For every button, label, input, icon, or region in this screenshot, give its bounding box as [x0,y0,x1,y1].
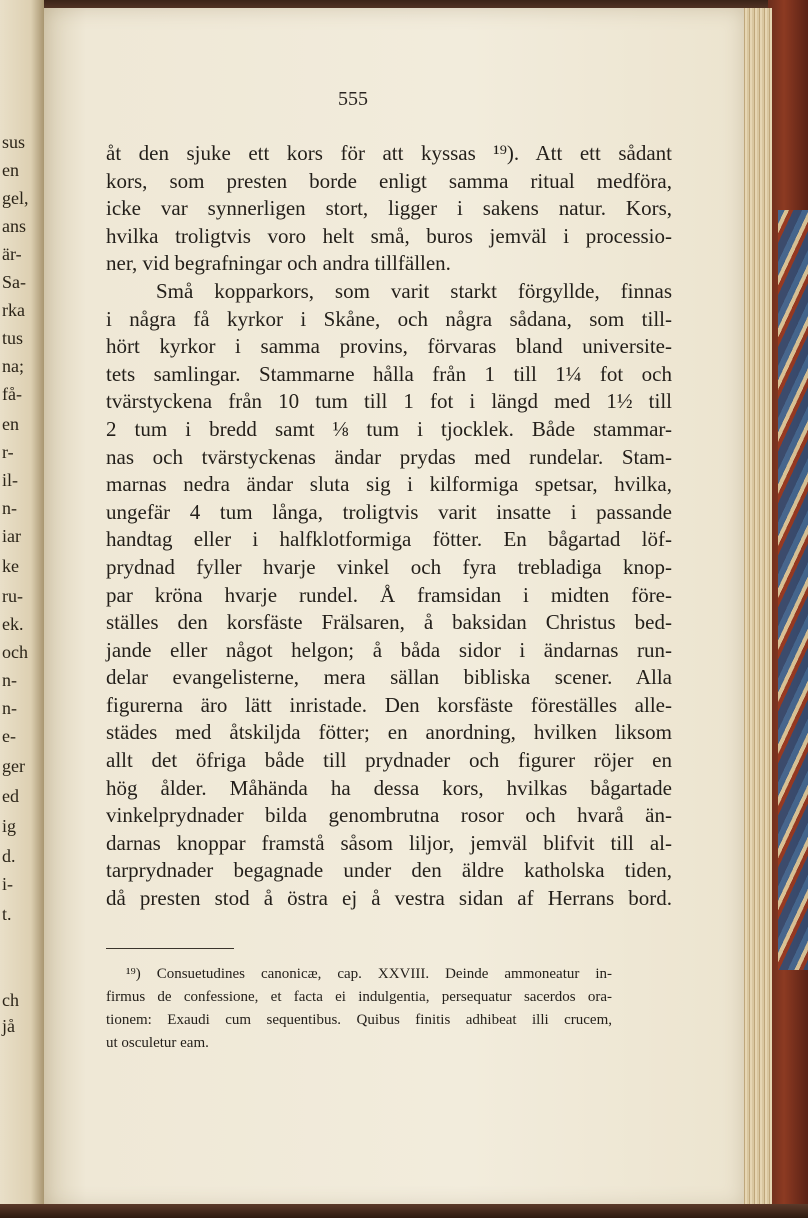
previous-page-text-fragment: na; [2,356,24,376]
previous-page-text-fragment: en [2,160,19,180]
previous-page-text-fragment: tus [2,328,24,348]
previous-page-text-fragment: il- [2,470,18,490]
book-cover-bottom-edge [0,1204,808,1218]
previous-page-text-fragment: iar [2,526,21,546]
text-line: ungefär 4 tum långa, troligtvis varit insatte i passande [106,499,672,524]
previous-page-text-fragment: ke [2,556,19,576]
text-line: jande eller något helgon; å båda sidor i ändarnas run- [106,637,672,662]
text-line: då presten stod å östra ej å vestra sidan af Herrans bord. [106,886,672,911]
previous-page-text-fragment: r- [2,442,14,462]
text-line: hört kyrkor i samma provins, förvaras bland universite- [106,334,672,359]
text-line: hvilka troligtvis voro helt små, buros jemväl i processio- [106,223,672,248]
footnote-line: ut osculetur eam. [106,1035,209,1051]
text-line: städes med åtskiljda fötter; en anordning, hvilken liksom [106,720,672,745]
previous-page-text-fragment: i- [2,874,13,894]
previous-page-text-fragment: och [2,642,28,662]
body-text [106,140,672,913]
text-line: ställes den korsfäste Frälsaren, å baksidan Christus bed- [106,610,672,635]
previous-page-text-fragment: ig [2,816,17,836]
text-line: vinkelprydnader bilda genombrutna rosor och hvarå än- [106,803,672,828]
text-line: nas och tvärstyckenas ändar prydas med rundelar. Stam- [106,444,672,469]
text-line: hög ålder. Måhända ha dessa kors, hvilkas bågartade [106,775,672,800]
text-line: handtag eller i halfklotformiga fötter. En bågartad löf- [106,527,672,552]
previous-page-text-fragment: ans [2,216,26,236]
text-line: kors, som presten borde enligt samma ritual medföra, [106,168,672,193]
previous-page-fragment [0,0,44,1218]
text-line: allt det öfriga både till prydnader och figurer röjer en [106,748,672,773]
footnote [106,963,612,1055]
previous-page-text-fragment: är- [2,244,22,264]
text-line: i några få kyrkor i Skåne, och några sådana, som till- [106,306,672,331]
previous-page-text-fragment: rka [2,300,25,320]
text-line: delar evangelisterne, mera sällan bibliska scener. Alla [106,665,672,690]
previous-page-text-fragment: e- [2,726,16,746]
previous-page-text-fragment: ek. [2,614,24,634]
previous-page-text-fragment: n- [2,670,17,690]
text-line: par kröna hvarje rundel. Å framsidan i midten före- [106,582,672,607]
footnote-divider [106,948,234,949]
text-line: figurerna äro lätt inristade. Den korsfäste föreställes alle- [106,692,672,717]
previous-page-text-fragment: Sa- [2,272,26,292]
text-line: åt den sjuke ett kors för att kyssas ¹⁹). Att ett sådant [106,141,672,165]
book-page [44,8,744,1208]
previous-page-text-fragment: ch [2,990,19,1010]
previous-page-text-fragment: en [2,414,19,434]
text-line: tarprydnader begagnade under den äldre katholska tiden, [106,858,672,883]
previous-page-text-fragment: n- [2,498,17,518]
text-line: icke var synnerligen stort, ligger i sakens natur. Kors, [106,196,672,221]
previous-page-text-fragment: jå [2,1016,15,1036]
text-line: darnas knoppar framstå såsom liljor, jemväl blifvit till al- [106,830,672,855]
previous-page-text-fragment: ed [2,786,19,806]
previous-page-text-fragment: gel, [2,188,29,208]
text-line: prydnad fyller hvarje vinkel och fyra trebladiga knop- [106,554,672,579]
previous-page-text-fragment: t. [2,904,12,924]
previous-page-text-fragment: n- [2,698,17,718]
previous-page-text-fragment: d. [2,846,16,866]
text-line: Små kopparkors, som varit starkt förgyllde, finnas [156,278,672,303]
text-line: marnas nedra ändar sluta sig i kilformiga spetsar, hvilka, [106,472,672,497]
text-line: 2 tum i bredd samt ⅛ tum i tjocklek. Både stammar- [106,416,672,441]
footnote-line: firmus de confessione, et facta ei indulgentia, persequatur sacerdos ora- [106,989,612,1005]
previous-page-text-fragment: ger [2,756,25,776]
page-number: 555 [338,88,368,110]
previous-page-text-fragment: få- [2,384,22,404]
footnote-line: tionem: Exaudi cum sequentibus. Quibus finitis adhibeat illi crucem, [106,1012,612,1028]
marbled-endpaper [778,210,808,970]
text-line: tvärstyckena från 10 tum till 1 fot i längd med 1½ till [106,389,672,414]
page-block-edges [742,8,772,1204]
previous-page-text-fragment: ru- [2,586,23,606]
previous-page-text-fragment: sus [2,132,26,152]
text-line: ner, vid begrafningar och andra tillfällen. [106,251,451,276]
text-line: tets samlingar. Stammarne hålla från 1 till 1¼ fot och [106,361,672,386]
footnote-line: ¹⁹) Consuetudines canonicæ, cap. XXVIII. Deinde ammoneatur in- [126,966,612,982]
